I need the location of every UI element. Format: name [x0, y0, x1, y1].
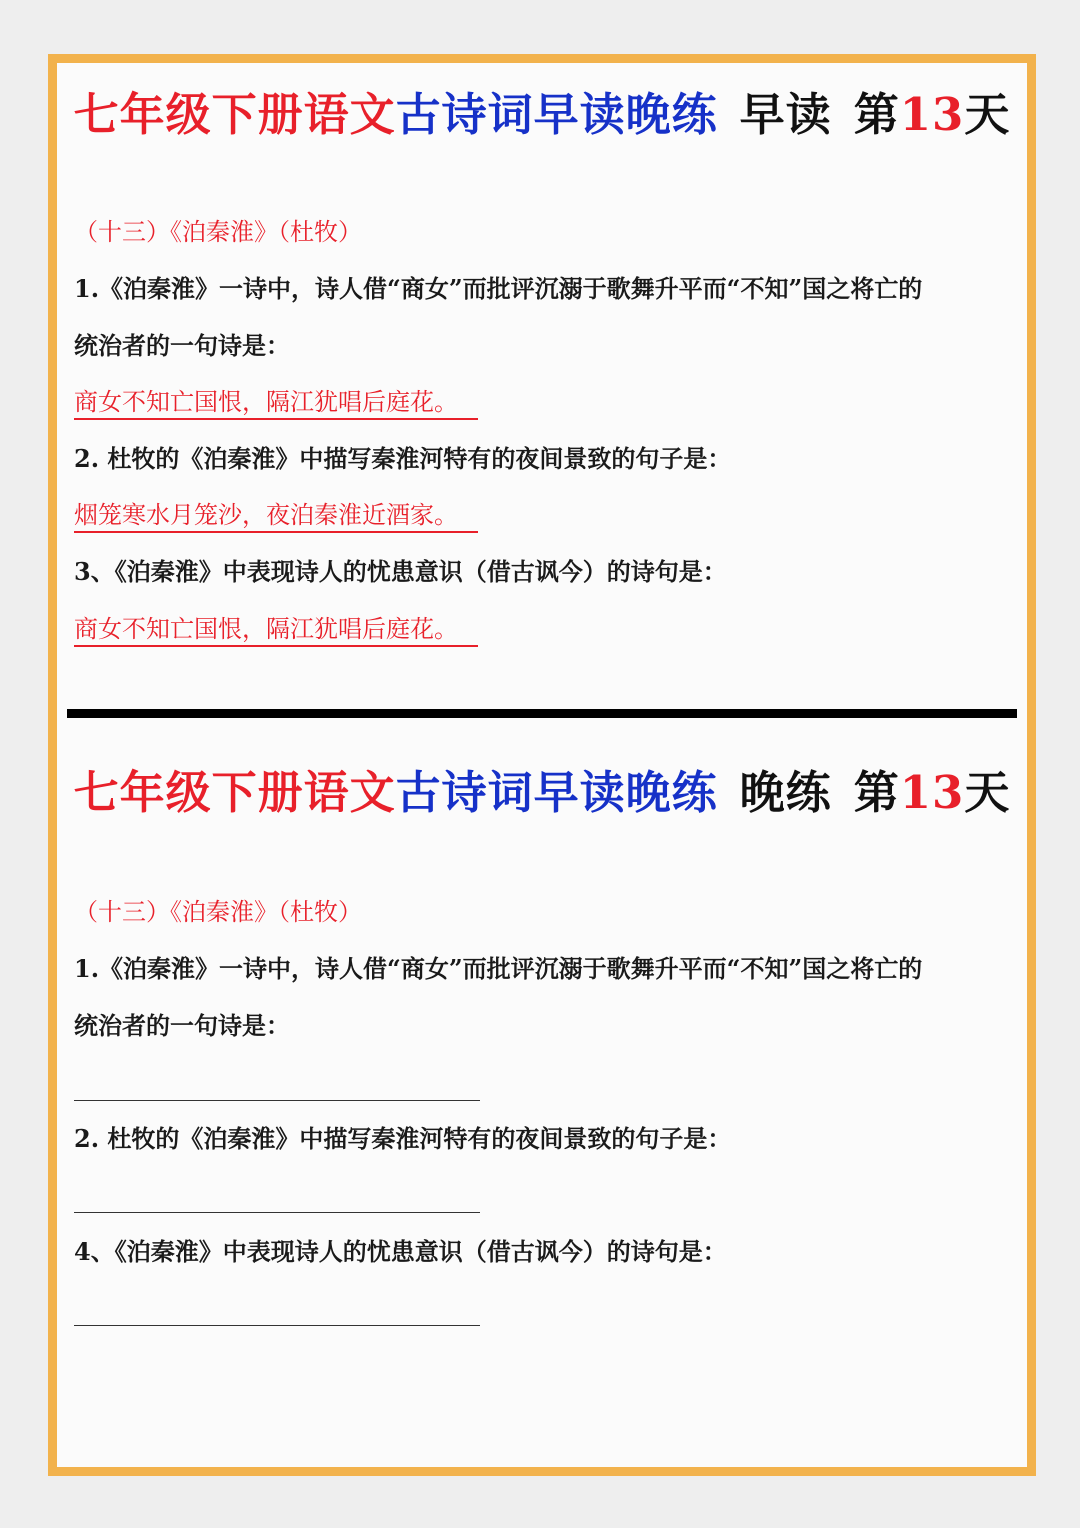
poem-heading: （十三）《泊秦淮》（杜牧）: [74, 218, 362, 246]
question-1-line-1: 1.《泊秦淮》一诗中，诗人借“商女”而批评沉溺于歌舞升平而“不知”国之将亡的: [74, 954, 923, 983]
question-2: 2. 杜牧的《泊秦淮》中描写秦淮河特有的夜间景致的句子是：: [74, 444, 732, 473]
answer-blank-1[interactable]: [74, 1100, 480, 1101]
page-title: [57, 763, 1027, 823]
answer-3: 商女不知亡国恨，隔江犹唱后庭花。: [74, 615, 478, 647]
day-number: 13: [899, 766, 965, 819]
question-2: 2. 杜牧的《泊秦淮》中描写秦淮河特有的夜间景致的句子是：: [74, 1124, 732, 1153]
day-prefix: 第: [853, 88, 900, 141]
day-suffix: 天: [964, 766, 1011, 819]
title-mode-text: 早读: [739, 88, 832, 141]
answer-2: 烟笼寒水月笼沙，夜泊秦淮近酒家。: [74, 501, 478, 533]
section-divider: [67, 709, 1017, 718]
title-mode-text: 晚练: [739, 766, 832, 819]
worksheet-page: [48, 54, 1036, 1476]
title-day: [854, 88, 1011, 141]
evening-practice-section: [57, 718, 1027, 1458]
page-title: [57, 85, 1027, 145]
title-subject-text: 古诗词早读晚练: [395, 88, 718, 141]
title-subject-text: 古诗词早读晚练: [395, 766, 718, 819]
title-grade-text: 七年级下册语文: [73, 766, 396, 819]
title-grade-text: 七年级下册语文: [73, 88, 396, 141]
question-3: 4、《泊秦淮》中表现诗人的忧患意识（借古讽今）的诗句是：: [74, 1237, 727, 1266]
title-day: [854, 766, 1011, 819]
day-prefix: 第: [853, 766, 900, 819]
question-1-line-1: 1.《泊秦淮》一诗中，诗人借“商女”而批评沉溺于歌舞升平而“不知”国之将亡的: [74, 274, 923, 303]
question-1-line-2: 统治者的一句诗是：: [74, 331, 290, 360]
day-number: 13: [899, 88, 965, 141]
answer-blank-3[interactable]: [74, 1325, 480, 1326]
morning-reading-section: [57, 63, 1027, 709]
poem-heading: （十三）《泊秦淮》（杜牧）: [74, 898, 362, 926]
question-1-line-2: 统治者的一句诗是：: [74, 1011, 290, 1040]
question-3: 3、《泊秦淮》中表现诗人的忧患意识（借古讽今）的诗句是：: [74, 557, 727, 586]
answer-1: 商女不知亡国恨，隔江犹唱后庭花。: [74, 388, 478, 420]
day-suffix: 天: [964, 88, 1011, 141]
answer-blank-2[interactable]: [74, 1212, 480, 1213]
